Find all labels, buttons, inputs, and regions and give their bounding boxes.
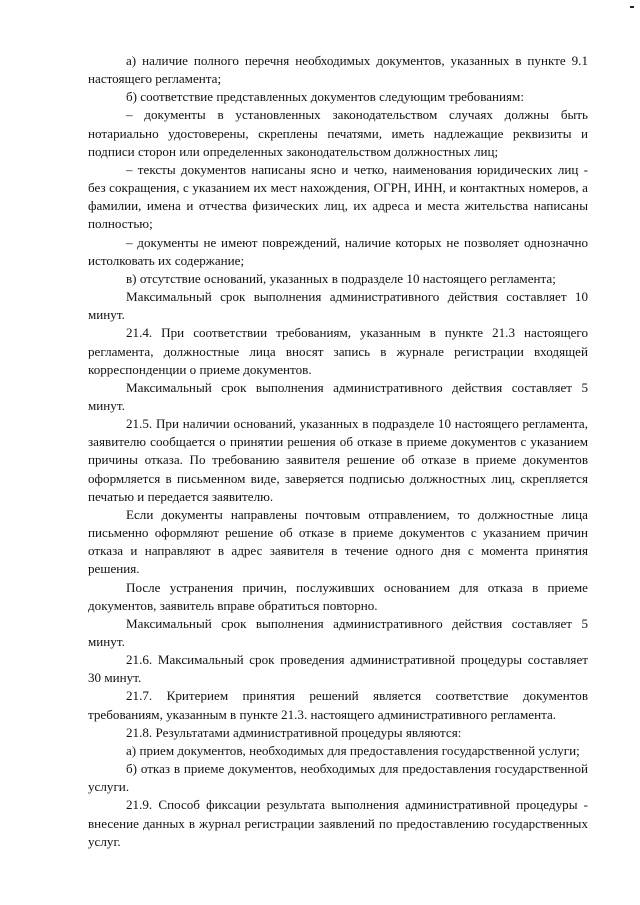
max-time-5-min-b: Максимальный срок выполнения административного действия составляет 5 минут. bbox=[88, 615, 588, 649]
dash-item-notarized: – документы в установленных законодательством случаях должны быть нотариально удостоверены, скреплены печатями, иметь надлежащие реквизиты и подписи сторон или определенных законодательством должностных лиц; bbox=[88, 107, 588, 159]
scan-mark bbox=[630, 6, 634, 8]
postal-refusal-paragraph: Если документы направлены почтовым отправлением, то должностные лица письменно оформляют решение об отказе в приеме документов с указанием причин отказа и направляют в адрес заявителя в течение одного дня с момента принятия решения. bbox=[88, 506, 588, 577]
item-b-requirements: б) соответствие представленных документов следующим требованиям: bbox=[126, 89, 524, 105]
clause-21-6: 21.6. Максимальный срок проведения административной процедуры составляет 30 минут. bbox=[88, 652, 588, 686]
max-time-5-min-a: Максимальный срок выполнения административного действия составляет 5 минут. bbox=[88, 379, 588, 413]
clause-21-5: 21.5. При наличии оснований, указанных в подразделе 10 настоящего регламента, заявителю сообщается о принятии решения об отказе в приеме документов с указанием причины отказа. По требованию заявителя решение об отказе в приеме документов оформляется в письменном виде, заверяется подписью должностных лиц, скрепляется печатью и передается заявителю. bbox=[88, 416, 588, 504]
max-time-10-min: Максимальный срок выполнения административного действия составляет 10 минут. bbox=[88, 289, 588, 323]
result-item-a: а) прием документов, необходимых для предоставления государственной услуги; bbox=[126, 742, 580, 758]
dash-item-legible: – тексты документов написаны ясно и четко, наименования юридических лиц - без сокращения, с указанием их мест нахождения, ОГРН, ИНН, и контактных номеров, а фамилии, имена и отчества физических лиц, их адреса и места жительства написаны полностью; bbox=[88, 161, 588, 232]
document-page bbox=[88, 52, 588, 851]
clause-21-4: 21.4. При соответствии требованиям, указанным в пункте 21.3 настоящего регламента, должностные лица вносят запись в журнале регистрации входящей корреспонденции о приеме документов. bbox=[88, 325, 588, 377]
clause-21-9: 21.9. Способ фиксации результата выполнения административной процедуры - внесение данных в журнал регистрации заявлений по предоставлению государственных услуг. bbox=[88, 797, 588, 849]
item-a-complete-list: а) наличие полного перечня необходимых документов, указанных в пункте 9.1 настоящего регламента; bbox=[88, 53, 588, 87]
reapply-paragraph: После устранения причин, послуживших основанием для отказа в приеме документов, заявитель вправе обратиться повторно. bbox=[88, 579, 588, 613]
result-item-b: б) отказ в приеме документов, необходимых для предоставления государственной услуги. bbox=[88, 761, 588, 795]
clause-21-8: 21.8. Результатами административной процедуры являются: bbox=[126, 724, 462, 740]
clause-21-7: 21.7. Критерием принятия решений является соответствие документов требованиям, указанным в пункте 21.3. настоящего административного регламента. bbox=[88, 688, 588, 722]
item-v-no-grounds: в) отсутствие оснований, указанных в подразделе 10 настоящего регламента; bbox=[126, 270, 556, 286]
dash-item-undamaged: – документы не имеют повреждений, наличие которых не позволяет однозначно истолковать их содержание; bbox=[88, 234, 588, 268]
